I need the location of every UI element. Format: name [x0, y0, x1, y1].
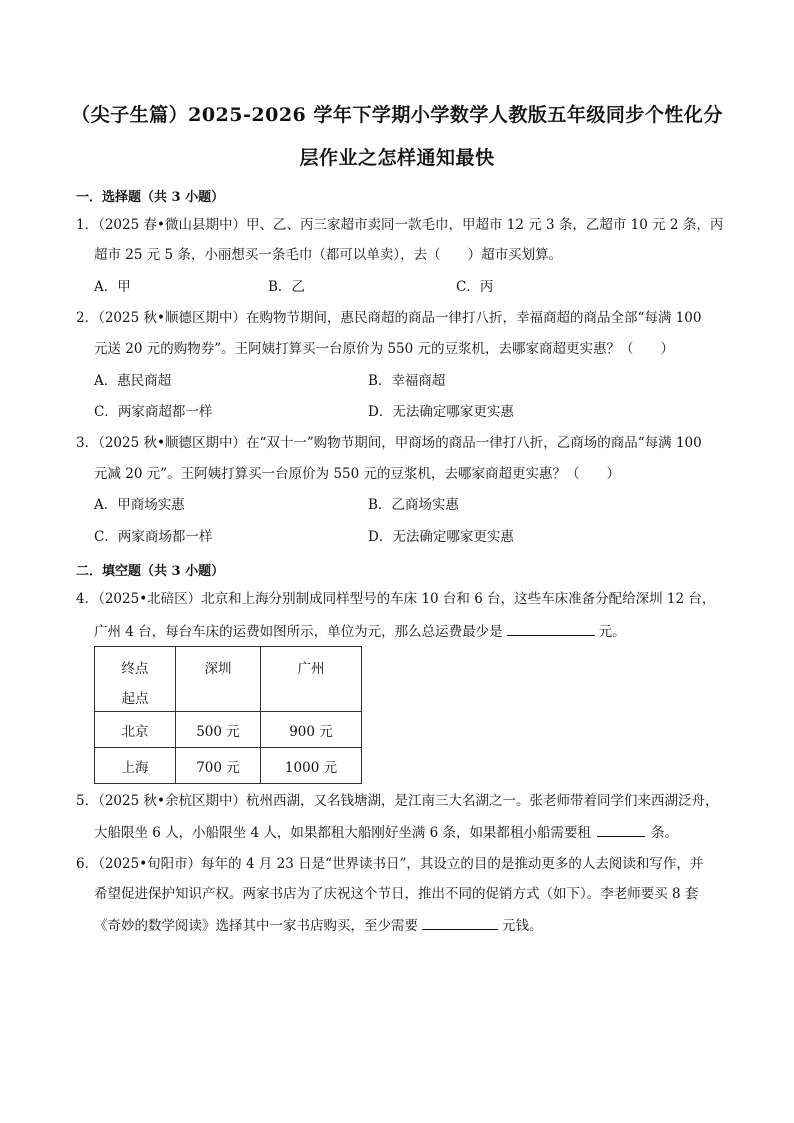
table-header-origin: 起点	[121, 691, 149, 707]
question-6-line-3	[94, 915, 543, 935]
table-col-shenzhen: 深圳	[204, 661, 232, 677]
question-6-line-2: 希望促进保护知识产权。两家书店为了庆祝这个节日，推出不同的促销方式（如下）。李老师要买 8 套	[94, 886, 699, 902]
document-title-line-1: （尖子生篇）2025-2026 学年下学期小学数学人教版五年级同步个性化分	[71, 104, 723, 126]
question-1-option-a: A．甲	[94, 279, 131, 295]
table-header-destination: 终点	[121, 661, 149, 677]
question-2-option-d: D．无法确定哪家更实惠	[368, 404, 514, 420]
question-2-line-2: 元送 20 元的购物券”。王阿姨打算买一台原价为 550 元的豆浆机，去哪家商超更实惠？（ ）	[94, 341, 675, 357]
question-5-line-2	[94, 822, 678, 842]
question-3-option-d: D．无法确定哪家更实惠	[368, 529, 514, 545]
question-6-text: 《奇妙的数学阅读》选择其中一家书店购买，至少需要	[94, 918, 418, 934]
table-cell: 700 元	[176, 748, 261, 784]
question-4-answer-blank[interactable]	[507, 621, 595, 636]
question-3-option-c: C．两家商场都一样	[94, 529, 213, 545]
question-1-line-2: 超市 25 元 5 条，小丽想买一条毛巾（都可以单卖），去（ ）超市买划算。	[94, 247, 563, 263]
table-row-origin: 上海	[95, 748, 176, 784]
question-1-option-b: B．乙	[268, 279, 305, 295]
question-3-option-b: B．乙商场实惠	[368, 497, 459, 513]
section-heading-choice: 一．选择题（共 3 小题）	[76, 190, 225, 205]
question-5-unit: 条。	[651, 825, 679, 841]
table-row	[95, 712, 362, 748]
question-4-line-1: 4．（2025•北碚区）北京和上海分别制成同样型号的车床 10 台和 6 台，这些车床准备分配给深圳 12 台，	[76, 591, 716, 607]
document-title-line-2: 层作业之怎样通知最快	[299, 147, 495, 169]
table-cell: 1000 元	[261, 748, 362, 784]
question-4-text: 广州 4 台，每台车床的运费如图所示，单位为元，那么总运费最少是	[94, 624, 503, 640]
question-2-line-1: 2．（2025 秋•顺德区期中）在购物节期间，惠民商超的商品一律打八折，幸福商超的商品全部“每满 100	[76, 310, 702, 326]
question-5-line-1: 5．（2025 秋•余杭区期中）杭州西湖，又名钱塘湖，是江南三大名湖之一。张老师带着同学们来西湖泛舟，	[76, 793, 719, 809]
question-3-option-a: A．甲商场实惠	[94, 497, 185, 513]
table-col-guangzhou: 广州	[297, 661, 325, 677]
question-4-line-2	[94, 621, 626, 641]
table-row	[95, 748, 362, 784]
question-6-answer-blank[interactable]	[422, 915, 498, 930]
section-heading-fill-in: 二．填空题（共 3 小题）	[76, 564, 225, 579]
table-col-header	[261, 647, 362, 712]
question-3-line-2: 元减 20 元”。王阿姨打算买一台原价为 550 元的豆浆机，去哪家商超更实惠？（ ）	[94, 466, 621, 482]
freight-cost-table	[94, 646, 362, 784]
table-cell: 500 元	[176, 712, 261, 748]
table-row-origin: 北京	[95, 712, 176, 748]
question-1-line-1: 1．（2025 春•微山县期中）甲、乙、丙三家超市卖同一款毛巾，甲超市 12 元 3 条，乙超市 10 元 2 条，丙	[76, 217, 724, 233]
question-5-text: 大船限坐 6 人，小船限坐 4 人，如果都租大船刚好坐满 6 条，如果都租小船需要租	[94, 825, 592, 841]
question-2-option-c: C．两家商超都一样	[94, 404, 213, 420]
table-col-header	[176, 647, 261, 712]
table-cell: 900 元	[261, 712, 362, 748]
question-2-option-a: A．惠民商超	[94, 373, 172, 389]
question-1-option-c: C．丙	[456, 279, 494, 295]
question-3-line-1: 3．（2025 秋•顺德区期中）在“双十一”购物节期间，甲商场的商品一律打八折，乙商场的商品“每满 100	[76, 435, 702, 451]
question-6-unit: 元钱。	[502, 918, 543, 934]
question-5-answer-blank[interactable]	[597, 822, 645, 837]
question-6-line-1: 6．（2025•旬阳市）每年的 4 月 23 日是“世界读书日”，其设立的目的是推动更多的人去阅读和写作，并	[76, 856, 704, 872]
table-corner-header	[95, 647, 176, 712]
question-2-option-b: B．幸福商超	[368, 373, 446, 389]
question-4-unit: 元。	[598, 624, 626, 640]
